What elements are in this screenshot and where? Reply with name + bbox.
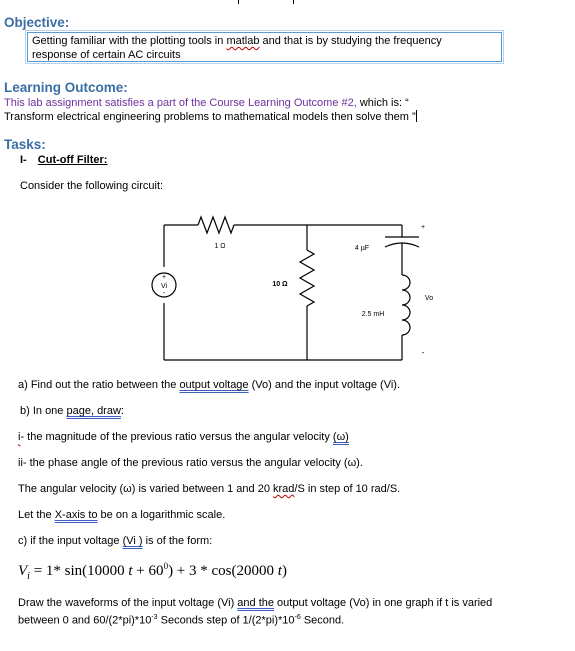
objective-box <box>27 32 502 62</box>
question-c-text: c) if the input voltage <box>18 535 123 547</box>
eq-lhs-sub: i <box>27 571 30 582</box>
task1-title: Cut-off Filter: <box>37 154 108 166</box>
question-a-text: a) Find out the ratio between the <box>18 379 180 391</box>
question-a <box>18 378 400 392</box>
question-i-text: - the magnitude of the previous ratio versus the angular velocity <box>20 431 333 443</box>
question-c-text-end: is of the form: <box>142 535 213 547</box>
learning-outcome-heading: Learning Outcome: <box>4 80 128 95</box>
eq-degree: 0 <box>163 561 169 571</box>
task1-number: I- <box>20 154 27 166</box>
draw-text: Draw the waveforms of the input voltage (Vi) <box>18 597 238 609</box>
input-voltage-equation <box>18 561 287 582</box>
question-i <box>18 430 349 444</box>
objective-heading: Objective: <box>4 15 70 30</box>
consider-text: Consider the following circuit: <box>20 180 164 192</box>
eq-part2: + 60 <box>132 563 164 579</box>
eq-part3: ) + 3 * cos(20000 <box>168 563 278 579</box>
learning-outcome-line2 <box>4 110 417 124</box>
question-c <box>18 534 212 548</box>
eq-lhs: V <box>18 563 28 579</box>
output-plus: + <box>420 224 426 231</box>
xaxis-text-start: Let the <box>18 509 55 521</box>
angular-text-end: /S in step of 10 rad/S. <box>294 483 401 495</box>
draw-exp2: -6 <box>294 614 301 621</box>
source-minus: - <box>162 290 166 297</box>
r1-label: 1 Ω <box>214 243 226 250</box>
task1-title-row <box>20 153 107 167</box>
objective-text-line2: response of certain AC circuits <box>32 48 181 61</box>
xaxis-text <box>18 508 225 522</box>
draw-line2-end: Second. <box>300 614 345 627</box>
learning-outcome-purple: This lab assignment satisfies a part of the Course Learning Outcome #2, <box>4 97 357 109</box>
question-b-link: page, draw <box>66 405 121 417</box>
r2-label: 10 Ω <box>272 281 288 288</box>
question-a-text-end: (Vo) and the input voltage (Vi). <box>248 379 401 391</box>
tasks-heading: Tasks: <box>4 137 46 152</box>
draw-text-end: output voltage (Vo) in one graph if t is varied <box>274 597 493 609</box>
learning-outcome-black: which is: “ <box>356 97 409 109</box>
draw-line2-start: between 0 and 60/(2*pi)*10 <box>18 614 152 627</box>
question-b <box>20 404 124 418</box>
eq-t2: t <box>277 563 282 579</box>
question-b-text: b) In one <box>20 405 67 417</box>
source-label: Vi <box>160 283 168 290</box>
question-ii: ii- the phase angle of the previous ratio versus the angular velocity (ω). <box>18 457 363 469</box>
question-b-colon: : <box>120 405 124 417</box>
question-i-omega: (ω) <box>332 431 349 443</box>
output-minus: - <box>421 348 425 357</box>
xaxis-text-end: be on a logarithmic scale. <box>97 509 226 521</box>
source-plus: + <box>161 274 167 281</box>
angular-text: The angular velocity (ω) is varied between 1 and 20 <box>18 483 274 495</box>
resistor-1ohm <box>198 217 234 233</box>
question-i-number: i <box>18 431 21 443</box>
circuit-diagram <box>140 205 440 365</box>
page-edge-mark <box>238 0 239 4</box>
eq-part1: = 1* sin(10000 <box>29 563 129 579</box>
resistor-10ohm <box>300 250 314 306</box>
angular-krad: krad <box>273 483 295 495</box>
learning-outcome-line1 <box>4 96 409 110</box>
question-a-link: output voltage <box>179 379 249 391</box>
objective-text-part: and that is by studying the frequency <box>259 35 442 47</box>
objective-matlab: matlab <box>226 35 260 47</box>
draw-waveforms-line2 <box>18 611 344 628</box>
angular-velocity-text <box>18 482 400 496</box>
draw-link: and the <box>237 597 274 609</box>
inductor-label: 2.5 mH <box>361 311 385 318</box>
page-edge-mark <box>293 0 294 4</box>
output-label: Vo <box>424 295 434 302</box>
draw-line2-mid: Seconds step of 1/(2*pi)*10 <box>157 614 295 627</box>
learning-outcome-line2-text: Transform electrical engineering problems to mathematical models then solve them ” <box>4 111 416 123</box>
eq-part4: ) <box>281 563 287 579</box>
draw-exp1: -3 <box>151 614 158 621</box>
inductor-coil <box>402 275 410 335</box>
draw-waveforms-line1 <box>18 596 492 610</box>
text-cursor <box>416 110 417 122</box>
xaxis-link: X-axis to <box>54 509 98 521</box>
objective-text-part: Getting familiar with the plotting tools in <box>32 35 227 47</box>
eq-t1: t <box>128 563 133 579</box>
capacitor-label: 4 µF <box>354 245 370 252</box>
question-c-link: (Vi ) <box>122 535 143 547</box>
